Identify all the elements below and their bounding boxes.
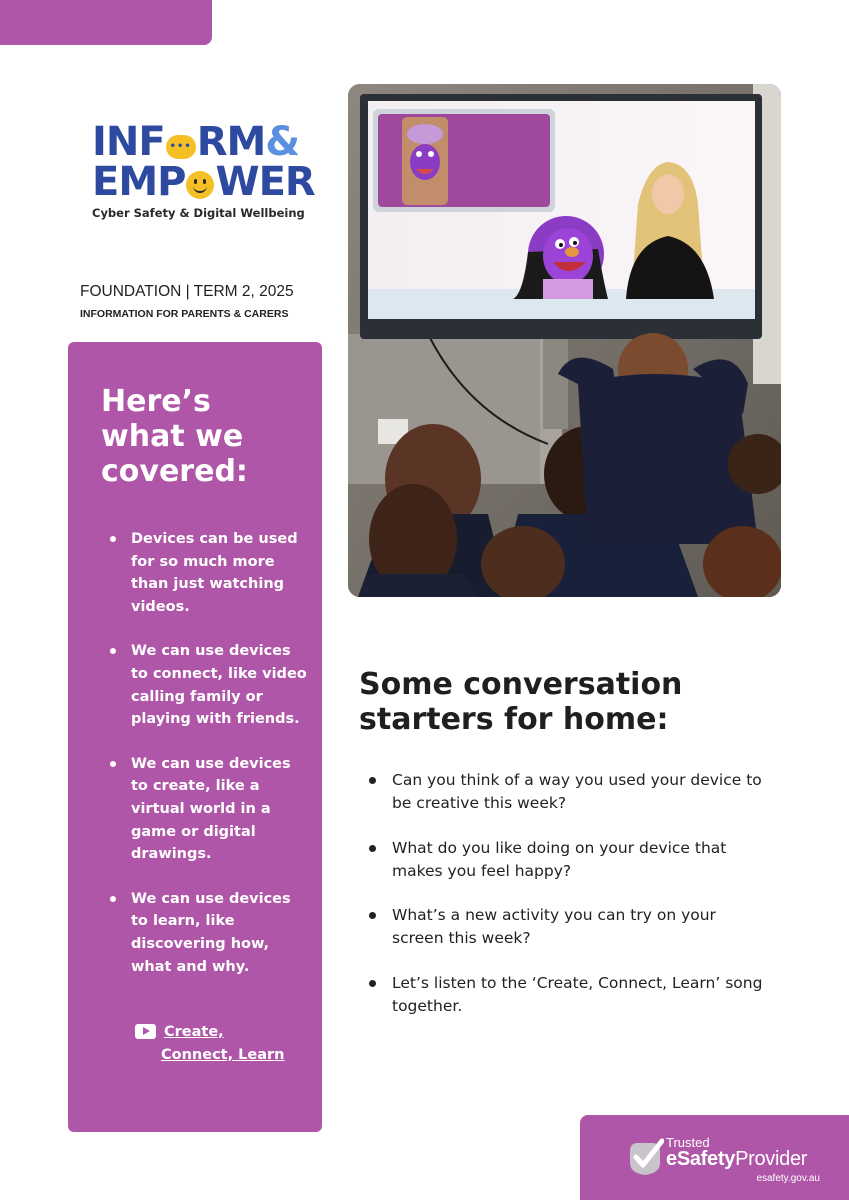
list-item: Can you think of a way you used your device to be creative this week? [368,769,768,815]
song-link-line-1[interactable]: Create, [164,1024,224,1040]
speech-bubble-icon [166,135,196,159]
list-item: We can use devices to create, like a virtual world in a game or digital drawings. [108,753,308,866]
top-accent-tab [0,0,212,45]
list-item: Let’s listen to the ‘Create, Connect, Learn’ song together. [368,972,768,1018]
badge-provider-name: eSafetyProvider [666,1148,808,1170]
inform-empower-logo [92,119,315,232]
list-item: What’s a new activity you can try on your screen this week? [368,904,768,950]
starters-list [368,769,768,1039]
logo-line-1: INF••• RM& [92,122,302,162]
list-item: Devices can be used for so much more than just watching videos. [108,528,308,618]
term-heading: FOUNDATION | TERM 2, 2025 [80,283,294,300]
list-item: What do you like doing on your device that makes you feel happy? [368,837,768,883]
list-item: We can use devices to learn, like discovering how, what and why. [108,888,308,978]
badge-trusted-label: Trusted [666,1135,710,1150]
checkmark-shield-icon [626,1137,664,1177]
logo-tagline: Cyber Safety & Digital Wellbeing [92,206,305,220]
logo-line-2: EMP WER [92,159,315,205]
classroom-photo [348,84,781,597]
song-video-link[interactable] [135,1021,295,1066]
audience-subheading: INFORMATION FOR PARENTS & CARERS [80,308,289,320]
esafety-provider-badge [580,1115,849,1200]
classroom-photo-illustration [348,84,781,597]
smiley-face-icon [186,171,214,199]
list-item: We can use devices to connect, like video calling family or playing with friends. [108,640,308,730]
starters-title: Some conversation starters for home: [359,667,683,737]
covered-panel [68,342,322,1132]
covered-title: Here’s what we covered: [101,384,248,489]
covered-list [108,528,308,1000]
badge-url: esafety.gov.au [756,1173,820,1184]
song-link-line-2[interactable]: Connect, Learn [161,1046,285,1063]
play-icon [135,1024,156,1039]
